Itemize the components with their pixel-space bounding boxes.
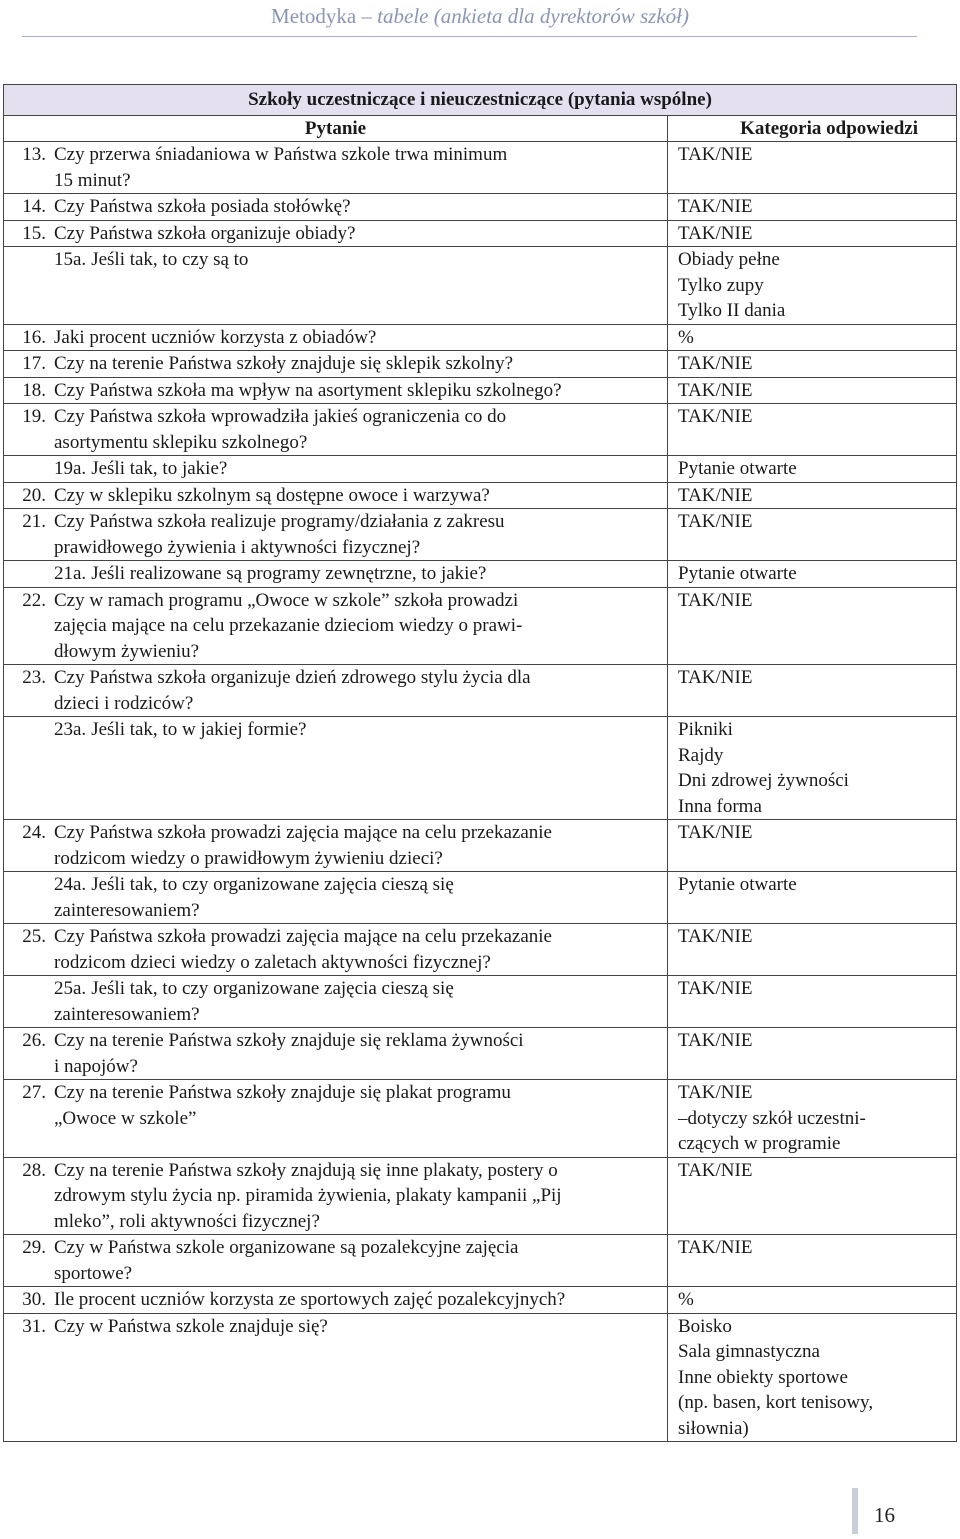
question-text: Jeśli tak, to czy są to [91,249,249,270]
answer-cell [668,220,957,247]
question-number: 14. [22,196,46,217]
question-number: 24. [22,822,46,843]
table-row [4,324,957,351]
question-text [54,924,667,975]
answer-option: TAK/NIE [678,484,753,506]
answer-option: TAK/NIE [678,1030,753,1051]
answer-option: Obiady pełne [678,249,780,270]
question-line: Czy przerwa śniadaniowa w Państwa szkole trwa minimum [54,144,508,165]
table-row [4,1028,957,1080]
answer-option: Dni zdrowej żywności [678,770,849,791]
question-cell [4,665,668,717]
question-line: Czy na terenie Państwa szkoły znajduje się reklama żywności [54,1030,524,1051]
question-line: Czy w ramach programu „Owoce w szkole” szkoła prowadzi [54,589,519,611]
question-line: Czy Państwa szkoła realizuje programy/działania z zakresu [54,511,505,532]
table-row [4,1235,957,1287]
sub-question [4,456,667,482]
question-number: 24a. [54,874,87,895]
question-line: Czy na terenie Państwa szkoły znajduje się sklepik szkolny? [54,353,514,374]
question-cell [4,1313,668,1442]
question-number: 19a. [54,458,87,479]
question-cell [4,404,668,456]
question-text [54,1158,667,1235]
question-number: 15a. [54,249,87,270]
answer-cell [668,924,957,976]
question-line: rodzicom dzieci wiedzy o zaletach aktywności fizycznej? [54,951,491,973]
question-line: Ile procent uczniów korzysta ze sportowych zajęć pozalekcyjnych? [54,1289,566,1310]
sub-question [4,872,667,923]
question-number: 27. [22,1082,46,1103]
question-cell [4,142,668,194]
answer-option: Pytanie otwarte [678,458,797,479]
table-row [4,872,957,924]
question-line: zdrowym stylu życia np. piramida żywienia, plakaty kampanii „Pij [54,1185,562,1206]
table-row [4,456,957,483]
answer-option: (np. basen, kort tenisowy, [678,1392,874,1413]
answer-cell [668,247,957,325]
question-number: 13. [22,144,46,165]
answer-cell [668,1313,957,1442]
question-line: zajęcia mające na celu przekazanie dzieciom wiedzy o prawi- [54,615,523,636]
question-line [54,976,667,1002]
answer-option: TAK/NIE [678,1237,753,1258]
question-line: Czy w Państwa szkole organizowane są pozalekcyjne zajęcia [54,1237,519,1258]
question-line [54,456,667,482]
question-line: Czy Państwa szkoła wprowadziła jakieś ograniczenia co do [54,406,507,427]
question-line: i napojów? [54,1055,138,1077]
question-cell [4,509,668,561]
answer-option: TAK/NIE [678,511,753,532]
answer-option: Boisko [678,1315,732,1337]
answer-cell [668,456,957,483]
answer-option: Rajdy [678,744,724,766]
answer-cell [668,404,957,456]
question-text [54,1028,667,1079]
question-number: 31. [22,1315,46,1337]
table-row [4,142,957,194]
question-number: 25. [22,926,46,947]
answer-cell [668,142,957,194]
question-number: 26. [22,1030,46,1051]
question-text [54,1314,667,1340]
question-cell [4,872,668,924]
running-header [0,4,960,29]
table-row [4,194,957,221]
question-number: 22. [22,589,46,611]
question-text [54,483,667,509]
question-number: 15. [22,222,46,244]
question-line: „Owoce w szkole” [54,1107,197,1129]
question-cell [4,247,668,325]
table-row [4,1080,957,1158]
question-cell [4,220,668,247]
table-title-row [4,85,957,116]
question-cell [4,351,668,378]
answer-cell [668,561,957,588]
answer-cell [668,377,957,404]
answer-option: Inne obiekty sportowe [678,1366,848,1388]
sub-question [4,717,667,743]
question-cell [4,482,668,509]
answer-option: TAK/NIE [678,222,753,244]
question-cell [4,587,668,665]
answer-option: Pytanie otwarte [678,874,797,895]
answer-cell [668,872,957,924]
answer-cell [668,324,957,351]
header-title: tabele (ankieta dla dyrektorów szkół) [377,4,689,28]
table-row [4,665,957,717]
question-line [54,898,667,924]
question-line: Jaki procent uczniów korzysta z obiadów? [54,326,377,348]
answer-option: TAK/NIE [678,353,753,374]
sub-question [4,561,667,587]
question-cell [4,717,668,820]
answer-cell [668,1287,957,1314]
table-title: Szkoły uczestniczące i nieuczestniczące (pytania wspólne) [4,85,957,116]
question-text [54,588,667,665]
question-line: Czy na terenie Państwa szkoły znajdują się inne plakaty, postery o [54,1159,558,1181]
table-row [4,482,957,509]
answer-cell [668,976,957,1028]
question-cell [4,1235,668,1287]
question-text [54,378,667,404]
question-line: dzieci i rodziców? [54,692,194,714]
table-row [4,587,957,665]
table-row [4,1313,957,1442]
answer-option: TAK/NIE [678,196,753,217]
question-text: Jeśli tak, to jakie? [91,458,228,479]
question-number: 21. [22,511,46,532]
question-number: 17. [22,353,46,374]
question-cell [4,456,668,483]
header-rule [22,36,917,37]
question-text: zainteresowaniem? [54,899,200,921]
question-line: sportowe? [54,1262,133,1284]
question-number: 16. [22,326,46,348]
question-number: 30. [22,1289,46,1310]
question-text [54,1080,667,1131]
question-line: Czy Państwa szkoła posiada stołówkę? [54,196,351,217]
question-cell [4,924,668,976]
question-line [54,872,667,898]
sub-question [4,247,667,273]
question-cell [4,820,668,872]
answer-cell [668,820,957,872]
table-row [4,924,957,976]
question-number: 21a. [54,563,87,584]
question-line [54,1002,667,1028]
table-row [4,1287,957,1314]
question-number: 20. [22,484,46,506]
question-number: 28. [22,1159,46,1181]
question-line [54,717,667,743]
question-number: 29. [22,1237,46,1258]
column-header-question: Pytanie [4,115,668,142]
answer-option: Pikniki [678,719,733,740]
questions-table [3,84,957,1442]
answer-option: Tylko zupy [678,274,764,296]
question-line: prawidłowego żywienia i aktywności fizycznej? [54,536,421,558]
question-number: 19. [22,406,46,427]
table-row [4,717,957,820]
question-number: 23a. [54,719,87,740]
page-number: 16 [874,1503,895,1527]
table-row [4,976,957,1028]
question-line: Czy w Państwa szkole znajduje się? [54,1315,328,1337]
answer-option: % [678,326,694,348]
question-cell [4,1028,668,1080]
question-number: 23. [22,667,46,688]
question-cell [4,377,668,404]
question-line: Czy Państwa szkoła organizuje dzień zdrowego stylu życia dla [54,667,531,688]
answer-option: TAK/NIE [678,144,753,165]
question-line: Czy w sklepiku szkolnym są dostępne owoce i warzywa? [54,484,490,506]
answer-cell [668,482,957,509]
question-text [54,194,667,220]
table-row [4,509,957,561]
question-text: Jeśli realizowane są programy zewnętrzne, to jakie? [91,563,487,584]
table-row [4,561,957,588]
answer-cell [668,1028,957,1080]
question-line [54,561,667,587]
answer-option: –dotyczy szkół uczestni- [678,1107,866,1129]
answer-option: TAK/NIE [678,822,753,843]
answer-cell [668,587,957,665]
table-row [4,377,957,404]
question-cell [4,561,668,588]
question-line: 15 minut? [54,169,131,191]
question-text: zainteresowaniem? [54,1003,200,1025]
question-number: 25a. [54,978,87,999]
answer-cell [668,351,957,378]
page-number-bar [852,1488,858,1534]
question-text [54,325,667,351]
sub-question [4,976,667,1027]
answer-option: TAK/NIE [678,379,753,401]
question-text [54,1235,667,1286]
question-line [54,247,667,273]
question-text [54,509,667,560]
answer-option: Pytanie otwarte [678,563,797,584]
question-cell [4,1157,668,1235]
question-text [54,820,667,871]
table-row [4,1157,957,1235]
question-text [54,351,667,377]
question-line: mleko”, roli aktywności fizycznej? [54,1210,320,1232]
question-cell [4,194,668,221]
answer-option: TAK/NIE [678,406,753,427]
answer-option: TAK/NIE [678,1082,753,1103]
question-line: Czy Państwa szkoła organizuje obiady? [54,222,356,244]
question-cell [4,976,668,1028]
answer-option: Sala gimnastyczna [678,1341,820,1362]
answer-option: TAK/NIE [678,926,753,947]
column-header-row [4,115,957,142]
question-line: Czy Państwa szkoła prowadzi zajęcia mające na celu przekazanie [54,822,552,843]
column-header-answer: Kategoria odpowiedzi [668,115,957,142]
answer-cell [668,509,957,561]
question-line: asortymentu sklepiku szkolnego? [54,431,308,453]
answer-cell [668,194,957,221]
answer-option: Inna forma [678,795,762,817]
question-text: Jeśli tak, to w jakiej formie? [91,719,307,740]
answer-option: siłownia) [678,1417,749,1439]
question-text: Jeśli tak, to czy organizowane zajęcia cieszą się [91,874,454,895]
table-row [4,820,957,872]
header-prefix: Metodyka – [271,4,378,28]
table-row [4,404,957,456]
question-text [54,404,667,455]
answer-option: TAK/NIE [678,1159,753,1181]
answer-cell [668,1157,957,1235]
table-row [4,351,957,378]
answer-cell [668,665,957,717]
question-line: Czy Państwa szkoła prowadzi zajęcia mające na celu przekazanie [54,926,552,947]
question-text [54,1287,667,1313]
answer-option: czących w programie [678,1133,841,1154]
answer-cell [668,1235,957,1287]
answer-cell [668,717,957,820]
question-text: Jeśli tak, to czy organizowane zajęcia cieszą się [91,978,454,999]
question-line: Czy na terenie Państwa szkoły znajduje się plakat programu [54,1082,511,1103]
question-line: Czy Państwa szkoła ma wpływ na asortyment sklepiku szkolnego? [54,379,562,401]
answer-option: Tylko II dania [678,300,786,321]
answer-option: TAK/NIE [678,978,753,999]
question-text [54,142,667,193]
answer-option: TAK/NIE [678,667,753,688]
question-text [54,221,667,247]
question-cell [4,1287,668,1314]
question-line: rodzicom wiedzy o prawidłowym żywieniu dzieci? [54,847,443,869]
answer-option: % [678,1289,694,1310]
answer-option: TAK/NIE [678,589,753,611]
question-cell [4,1080,668,1158]
table-row [4,220,957,247]
answer-cell [668,1080,957,1158]
question-text [54,665,667,716]
question-cell [4,324,668,351]
question-number: 18. [22,379,46,401]
question-line: dłowym żywieniu? [54,640,200,662]
table-row [4,247,957,325]
